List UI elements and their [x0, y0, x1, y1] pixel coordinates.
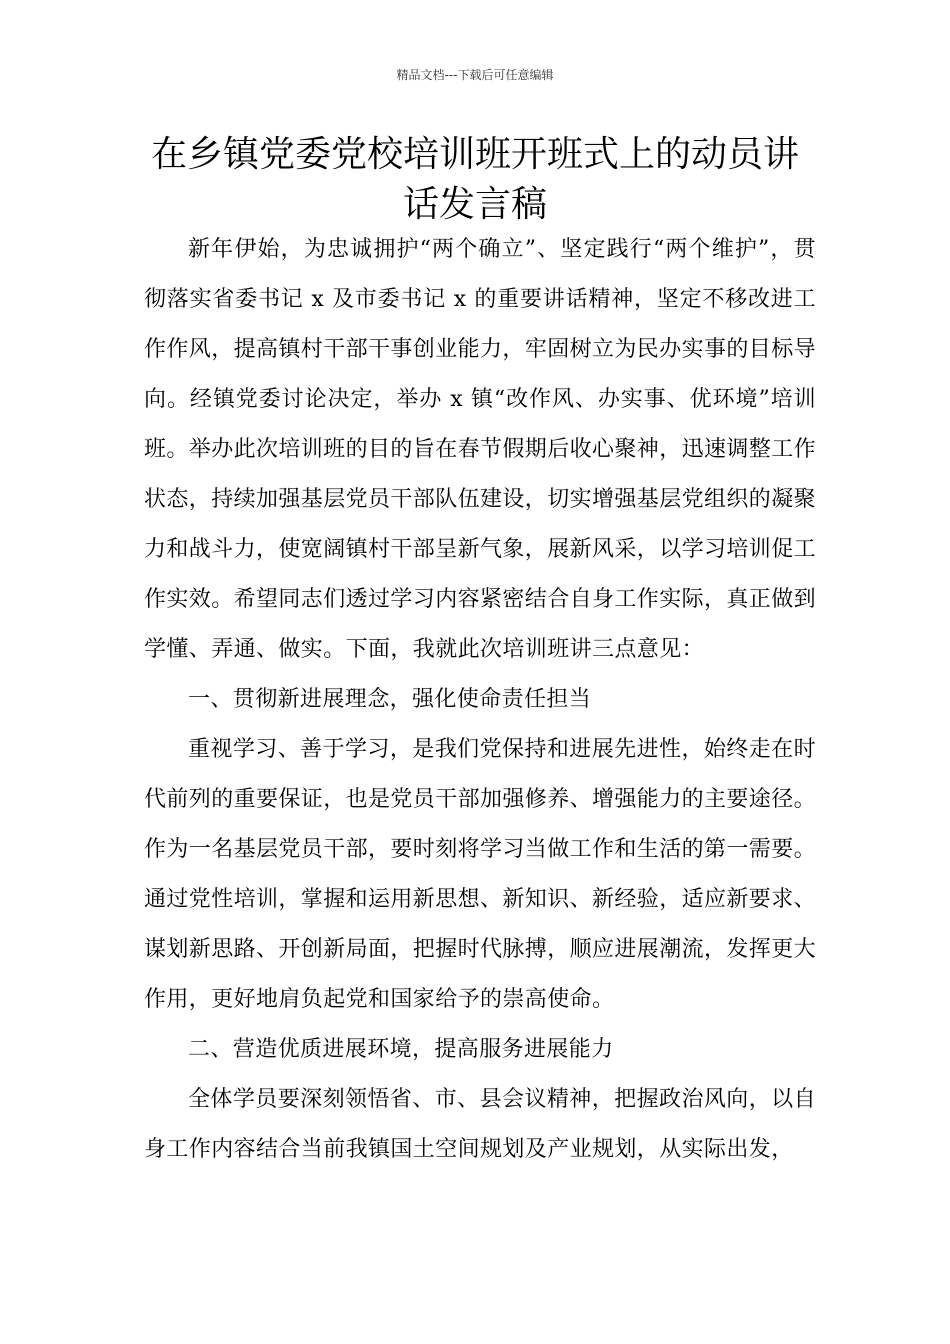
- body-paragraph: 全体学员要深刻领悟省、市、县会议精神，把握政治风向，以自身工作内容结合当前我镇国土空间规划及产业规划，从实际出发，: [144, 1087, 816, 1162]
- section-heading: 二、营造优质进展环境，提高服务进展能力: [188, 1037, 614, 1062]
- document-title: 在乡镇党委党校培训班开班式上的动员讲话发言稿: [150, 134, 799, 225]
- section-heading: 一、贯彻新进展理念，强化使命责任担当: [188, 687, 592, 712]
- header-note: 精品文档---下载后可任意编辑: [396, 68, 554, 82]
- body-paragraph: 新年伊始，为忠诚拥护“两个确立”、坚定践行“两个维护”，贯彻落实省委书记 x 及市委书记 x 的重要讲话精神，坚定不移改进工作作风，提高镇村干部干事创业能力，牢固树立为民办实事的目标导向。经镇党委讨论决定，举办 x 镇“改作风、办实事、优环境”培训班。举办此次培训班的目的旨在春节假期后收心聚神，迅速调整工作状态，持续加强基层党员干部队伍建设，切实增强基层党组织的凝聚力和战斗力，使宽阔镇村干部呈新气象，展新风采，以学习培训促工作实效。希望同志们透过学习内容紧密结合自身工作实际，真正做到学懂、弄通、做实。下面，我就此次培训班讲三点意见：: [144, 237, 817, 662]
- document-body: [144, 225, 816, 1175]
- body-paragraph: 重视学习、善于学习，是我们党保持和进展先进性，始终走在时代前列的重要保证，也是党员干部加强修养、增强能力的主要途径。作为一名基层党员干部，要时刻将学习当做工作和生活的第一需要。通过党性培训，掌握和运用新思想、新知识、新经验，适应新要求、谋划新思路、开创新局面，把握时代脉搏，顺应进展潮流，发挥更大作用，更好地肩负起党和国家给予的崇高使命。: [144, 737, 817, 1012]
